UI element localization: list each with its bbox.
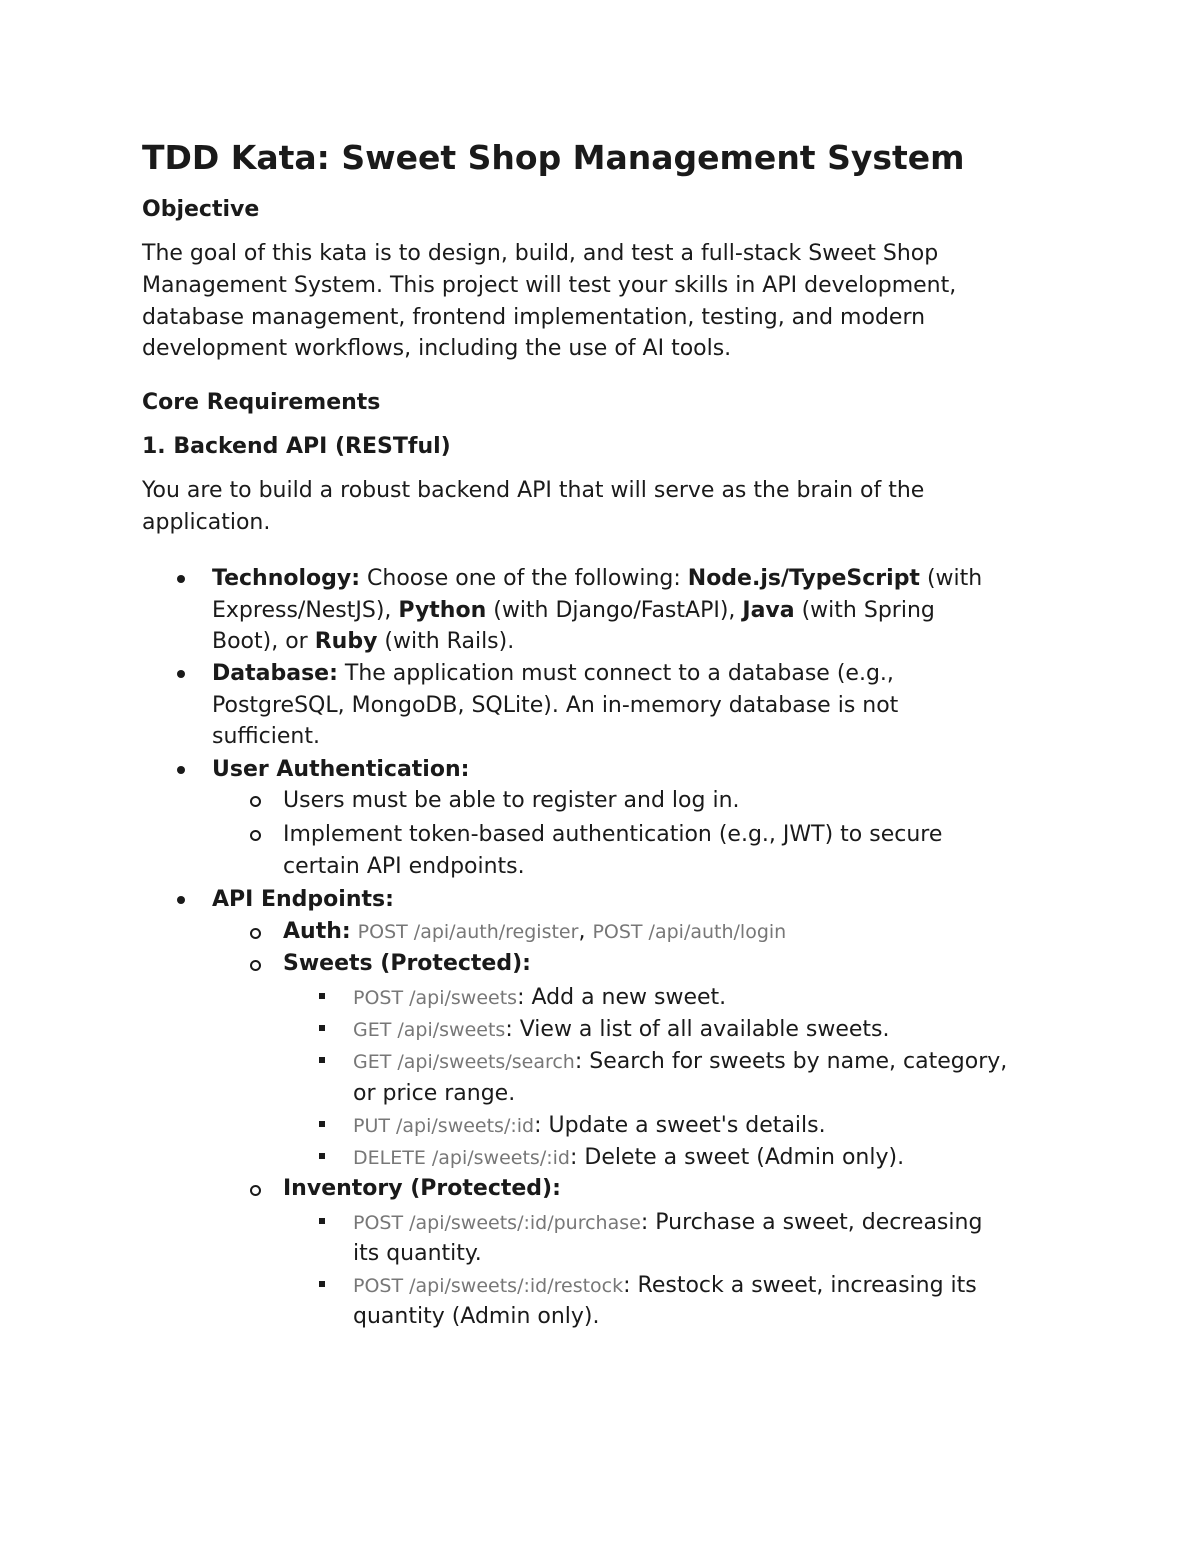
objective-heading: Objective: [142, 197, 260, 222]
bullet-square-icon: [319, 1281, 325, 1287]
auth-endpoints-line: [283, 916, 786, 949]
endpoint-code: POST /api/sweets: [353, 987, 518, 1009]
database-line-1: [212, 658, 894, 690]
bullet-circle-icon: [250, 1185, 261, 1196]
sweets-label-text: Sweets (Protected):: [283, 951, 531, 976]
backend-intro-line: You are to build a robust backend API that will serve as the brain of the: [142, 478, 925, 503]
bullet-circle-icon: [250, 796, 261, 807]
sweets-endpoint-item: [353, 1014, 890, 1047]
objective-line: development workflows, including the use of AI tools.: [142, 336, 732, 361]
core-requirements-heading: Core Requirements: [142, 390, 381, 415]
endpoint-code: POST /api/sweets/:id/restock: [353, 1275, 624, 1297]
inventory-endpoint-item-cont: quantity (Admin only).: [353, 1304, 600, 1329]
endpoint-desc: : Search for sweets by name, category,: [574, 1049, 1008, 1074]
bullet-circle-icon: [250, 960, 261, 971]
sweets-endpoint-item: [353, 982, 726, 1015]
bullet-disc-icon: [177, 670, 185, 678]
bullet-square-icon: [319, 1153, 325, 1159]
user-auth-sub-2-cont: certain API endpoints.: [283, 854, 525, 879]
bullet-circle-icon: [250, 830, 261, 841]
backend-intro-line: application.: [142, 510, 271, 535]
sweets-endpoint-item: [353, 1142, 904, 1175]
bullet-square-icon: [319, 1121, 325, 1127]
database-text: The application must connect to a database (e.g.,: [337, 661, 894, 686]
endpoint-code: POST /api/auth/login: [592, 921, 787, 943]
endpoint-desc: : Restock a sweet, increasing its: [623, 1273, 977, 1298]
technology-text: (with: [919, 566, 983, 591]
inventory-endpoint-item: [353, 1270, 977, 1303]
technology-option: Python: [398, 598, 487, 623]
bullet-disc-icon: [177, 896, 185, 904]
endpoint-code: POST /api/auth/register: [357, 921, 579, 943]
technology-option: Node.js/TypeScript: [687, 566, 920, 591]
technology-option: Ruby: [314, 629, 378, 654]
technology-text: (with Spring: [794, 598, 935, 623]
bullet-square-icon: [319, 1025, 325, 1031]
bullet-square-icon: [319, 993, 325, 999]
technology-text: (with Django/FastAPI),: [486, 598, 743, 623]
sweets-endpoint-item: [353, 1046, 1007, 1079]
user-auth-label-text: User Authentication:: [212, 757, 470, 782]
user-auth-sub-1: Users must be able to register and log in.: [283, 788, 740, 813]
endpoint-code: GET /api/sweets/search: [353, 1051, 575, 1073]
objective-line: The goal of this kata is to design, build, and test a full-stack Sweet Shop: [142, 241, 939, 266]
backend-heading: 1. Backend API (RESTful): [142, 434, 451, 459]
inventory-label-text: Inventory (Protected):: [283, 1176, 561, 1201]
sweets-endpoint-item: [353, 1110, 826, 1143]
api-endpoints-label: [212, 884, 394, 916]
endpoint-separator: ,: [578, 919, 593, 944]
user-auth-label: [212, 754, 469, 786]
endpoint-desc: : Add a new sweet.: [517, 985, 727, 1010]
endpoint-desc: : Purchase a sweet, decreasing: [640, 1210, 983, 1235]
inventory-label: [283, 1173, 561, 1205]
technology-line-3: [212, 626, 514, 658]
endpoint-desc: : Update a sweet's details.: [534, 1113, 826, 1138]
endpoint-code: DELETE /api/sweets/:id: [353, 1147, 570, 1169]
bullet-disc-icon: [177, 766, 185, 774]
bullet-circle-icon: [250, 928, 261, 939]
bullet-square-icon: [319, 1218, 325, 1224]
objective-line: Management System. This project will test your skills in API development,: [142, 273, 957, 298]
inventory-endpoint-item: [353, 1207, 982, 1240]
database-label: Database:: [212, 661, 338, 686]
endpoint-desc: : View a list of all available sweets.: [505, 1017, 890, 1042]
database-line-3: sufficient.: [212, 724, 320, 749]
technology-label: Technology:: [212, 566, 361, 591]
sweets-label: [283, 948, 531, 980]
bullet-disc-icon: [177, 575, 185, 583]
api-endpoints-label-text: API Endpoints:: [212, 887, 394, 912]
technology-text: Boot), or: [212, 629, 315, 654]
database-line-2: PostgreSQL, MongoDB, SQLite). An in-memory database is not: [212, 693, 899, 718]
sweets-endpoint-item-cont: or price range.: [353, 1081, 516, 1106]
endpoint-code: GET /api/sweets: [353, 1019, 506, 1041]
technology-line-1: [212, 563, 982, 595]
inventory-endpoint-item-cont: its quantity.: [353, 1241, 482, 1266]
document-title: TDD Kata: Sweet Shop Management System: [142, 138, 965, 177]
user-auth-sub-2: Implement token-based authentication (e.g., JWT) to secure: [283, 822, 943, 847]
bullet-square-icon: [319, 1057, 325, 1063]
objective-line: database management, frontend implementation, testing, and modern: [142, 305, 926, 330]
endpoint-code: POST /api/sweets/:id/purchase: [353, 1212, 641, 1234]
technology-text: Express/NestJS),: [212, 598, 399, 623]
endpoint-desc: : Delete a sweet (Admin only).: [569, 1145, 905, 1170]
auth-label: Auth:: [283, 919, 351, 944]
technology-option: Java: [742, 598, 795, 623]
technology-line-2: [212, 595, 935, 627]
endpoint-code: PUT /api/sweets/:id: [353, 1115, 535, 1137]
technology-text: Choose one of the following:: [360, 566, 688, 591]
technology-text: (with Rails).: [377, 629, 515, 654]
